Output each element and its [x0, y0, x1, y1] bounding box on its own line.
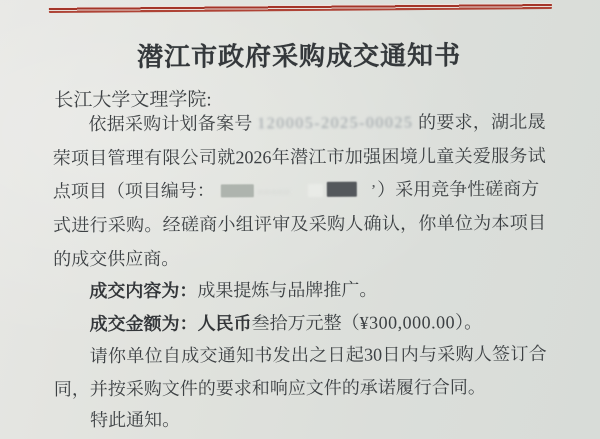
redaction-block-white — [308, 184, 323, 197]
redaction-block-dark — [327, 182, 357, 197]
body-line-8: 请你单位自成交通知书发出之日起30日内与采购人签订合 — [89, 343, 547, 367]
award-amount-close: ）。 — [454, 312, 483, 333]
body-line-4: 式进行采购。经磋商小组评审及采购人确认，你单位为本项目 — [52, 212, 547, 236]
body-line-5: 的成交供应商。 — [53, 248, 180, 270]
project-number-tail: ）采用竞争性磋商方 — [377, 178, 540, 200]
stray-tick-mark: ’ — [370, 182, 377, 200]
filing-number-redacted: 120005-2025-00025 — [257, 114, 414, 133]
body-line-1 — [52, 110, 545, 139]
award-amount-number: ¥300,000.00 — [359, 312, 456, 333]
addressee-line: 长江大学文理学院: — [54, 89, 212, 112]
award-amount-chinese: 叁拾万元整（ — [251, 312, 360, 334]
award-content-line — [53, 277, 546, 304]
award-content-label: 成交内容为： — [89, 280, 198, 302]
project-number-label: 点项目（项目编号： — [52, 180, 215, 202]
award-content-value: 成果提炼与品牌推广。 — [197, 279, 378, 301]
body-line-2: 荣项目管理有限公司就2026年潜江市加强困境儿童关爱服务试 — [52, 145, 546, 169]
body-line-9: 同，并按采购文件的要求和响应文件的承诺履行合同。 — [53, 377, 486, 400]
award-amount-line — [53, 310, 546, 337]
filing-number-tail: 的要求，湖北晟 — [413, 111, 546, 133]
filing-number-prefix: 依据采购计划备案号 — [88, 113, 258, 135]
document-title: 潜江市政府采购成交通知书 — [137, 40, 462, 72]
notice-closing-line: 特此通知。 — [89, 409, 181, 431]
redaction-block-light — [221, 184, 254, 197]
body-line-3 — [53, 177, 546, 206]
project-number-blurred: ----- — [257, 183, 292, 200]
award-amount-label: 成交金额为：人民币 — [89, 313, 252, 335]
red-header-rule — [49, 3, 552, 13]
